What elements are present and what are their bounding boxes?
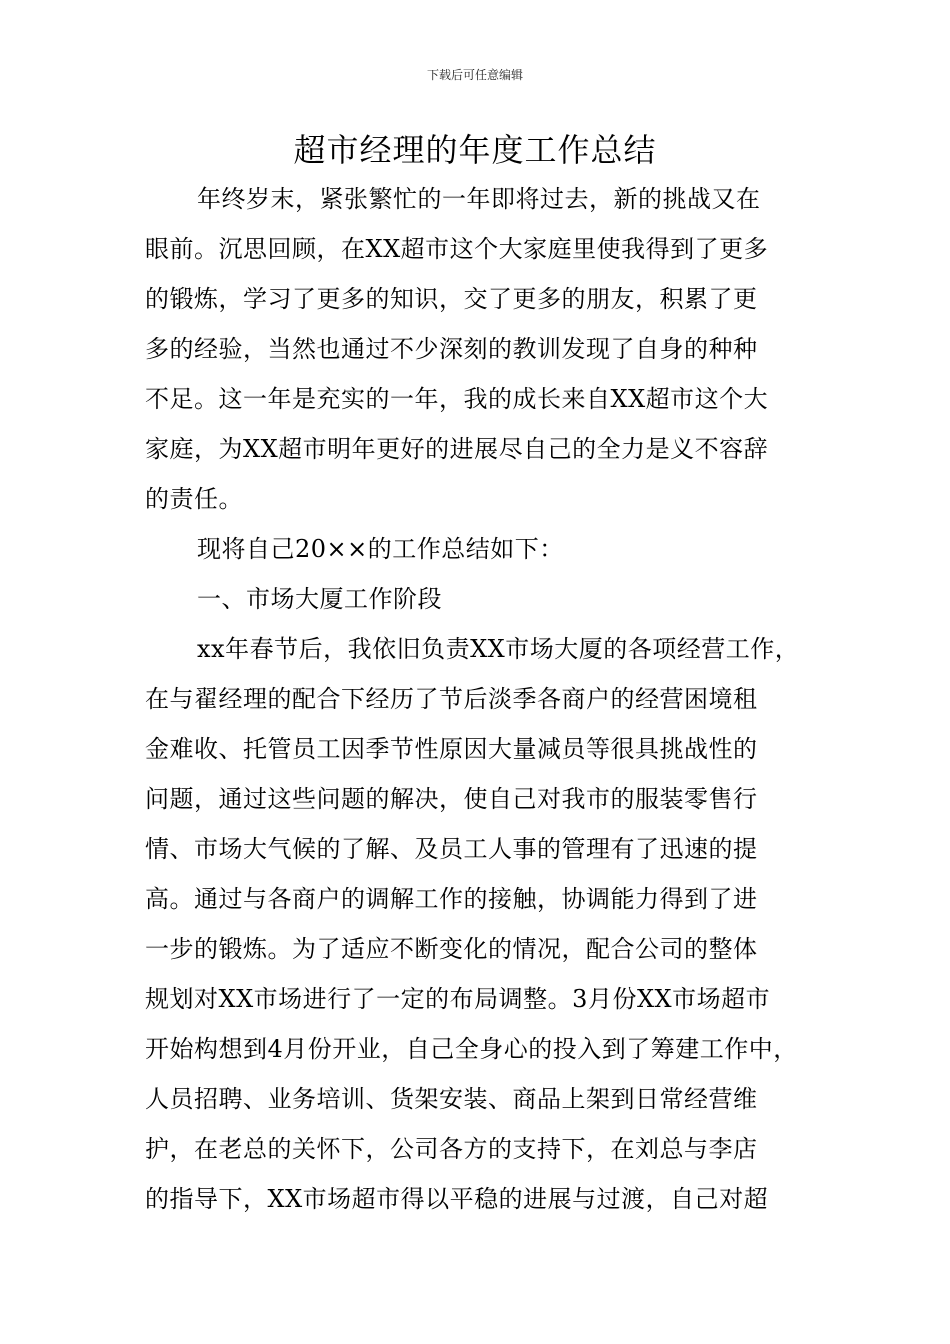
text-line: 护，在老总的关怀下，公司各方的支持下，在刘总与李店 [145,1135,758,1163]
text-line: 金难收、托管员工因季节性原因大量减员等很具挑战性的 [145,735,758,763]
document-body [145,174,815,1224]
text-line: 多的经验，当然也通过不少深刻的教训发现了自身的种种 [145,335,758,363]
text-line: 在与翟经理的配合下经历了节后淡季各商户的经营困境租 [145,685,758,713]
text-line: xx年春节后，我依旧负责XX市场大厦的各项经营工作， [197,635,800,663]
text-line: 眼前。沉思回顾，在XX超市这个大家庭里使我得到了更多 [145,235,769,263]
text-line: 开始构想到4月份开业，自己全身心的投入到了筹建工作中， [145,1035,798,1063]
text-line: 年终岁末，紧张繁忙的一年即将过去，新的挑战又在 [197,185,761,213]
header-note: 下载后可任意编辑 [426,68,523,82]
text-line: 一、市场大厦工作阶段 [197,585,442,613]
text-line: 现将自己20××的工作总结如下： [197,535,564,563]
text-line: 不足。这一年是充实的一年，我的成长来自XX超市这个大 [145,385,769,413]
text-line: 一步的锻炼。为了适应不断变化的情况，配合公司的整体 [145,935,758,963]
text-line: 的指导下，XX市场超市得以平稳的进展与过渡，自己对超 [145,1185,769,1213]
text-line: 情、市场大气候的了解、及员工人事的管理有了迅速的提 [145,835,758,863]
text-line: 问题，通过这些问题的解决，使自己对我市的服装零售行 [145,785,758,813]
text-line: 高。通过与各商户的调解工作的接触，协调能力得到了进 [145,885,758,913]
text-line: 人员招聘、业务培训、货架安装、商品上架到日常经营维 [145,1085,758,1113]
text-line: 的锻炼，学习了更多的知识，交了更多的朋友，积累了更 [145,285,758,313]
document-title: 超市经理的年度工作总结 [293,131,657,169]
text-line: 的责任。 [145,485,243,513]
text-line: 规划对XX市场进行了一定的布局调整。3月份XX市场超市 [145,985,771,1013]
text-line: 家庭，为XX超市明年更好的进展尽自己的全力是义不容辞 [145,435,769,463]
